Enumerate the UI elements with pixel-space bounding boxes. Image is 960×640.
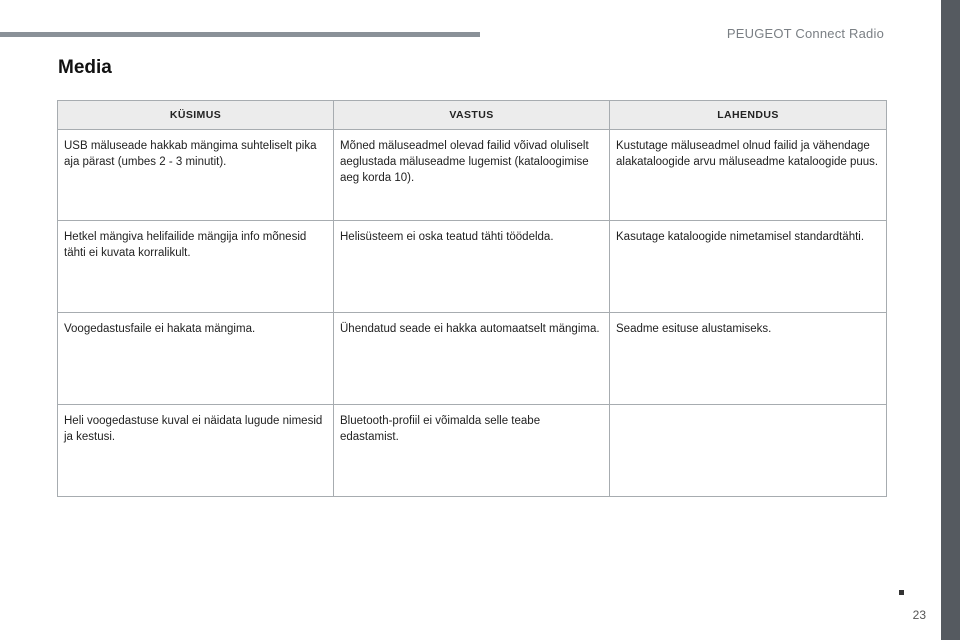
table-row (58, 130, 887, 221)
table-row (58, 405, 887, 497)
question-cell: Heli voogedastuse kuval ei näidata lugude nimesid ja kestusi. (58, 405, 334, 497)
footer-bullet (899, 590, 904, 595)
question-cell: USB mäluseade hakkab mängima suhteliselt pika aja pärast (umbes 2 - 3 minutit). (58, 130, 334, 221)
header-question: KÜSIMUS (58, 101, 334, 130)
header-title: PEUGEOT Connect Radio (726, 26, 884, 41)
header-answer: VASTUS (334, 101, 610, 130)
solution-cell (610, 405, 887, 497)
answer-cell: Helisüsteem ei oska teatud tähti töödelda. (334, 221, 610, 313)
side-tab-bar (941, 0, 960, 640)
answer-cell: Mõned mäluseadmel olevad failid võivad oluliselt aeglustada mäluseadme lugemist (kataloogimise aeg korda 10). (334, 130, 610, 221)
question-cell: Voogedastusfaile ei hakata mängima. (58, 313, 334, 405)
section-title: Media (58, 57, 112, 78)
header-rule (0, 32, 480, 37)
question-cell: Hetkel mängiva helifailide mängija info mõnesid tähti ei kuvata korralikult. (58, 221, 334, 313)
table-header-row (58, 101, 887, 130)
header-solution: LAHENDUS (610, 101, 887, 130)
solution-cell: Kasutage kataloogide nimetamisel standardtähti. (610, 221, 887, 313)
table-row (58, 221, 887, 313)
answer-cell: Ühendatud seade ei hakka automaatselt mängima. (334, 313, 610, 405)
solution-cell: Seadme esituse alustamiseks. (610, 313, 887, 405)
answer-cell: Bluetooth-profiil ei võimalda selle teabe edastamist. (334, 405, 610, 497)
solution-cell: Kustutage mäluseadmel olnud failid ja vähendage alakataloogide arvu mäluseadme kataloogide puus. (610, 130, 887, 221)
faq-table (57, 100, 887, 497)
page-number: 23 (912, 608, 926, 622)
table-row (58, 313, 887, 405)
